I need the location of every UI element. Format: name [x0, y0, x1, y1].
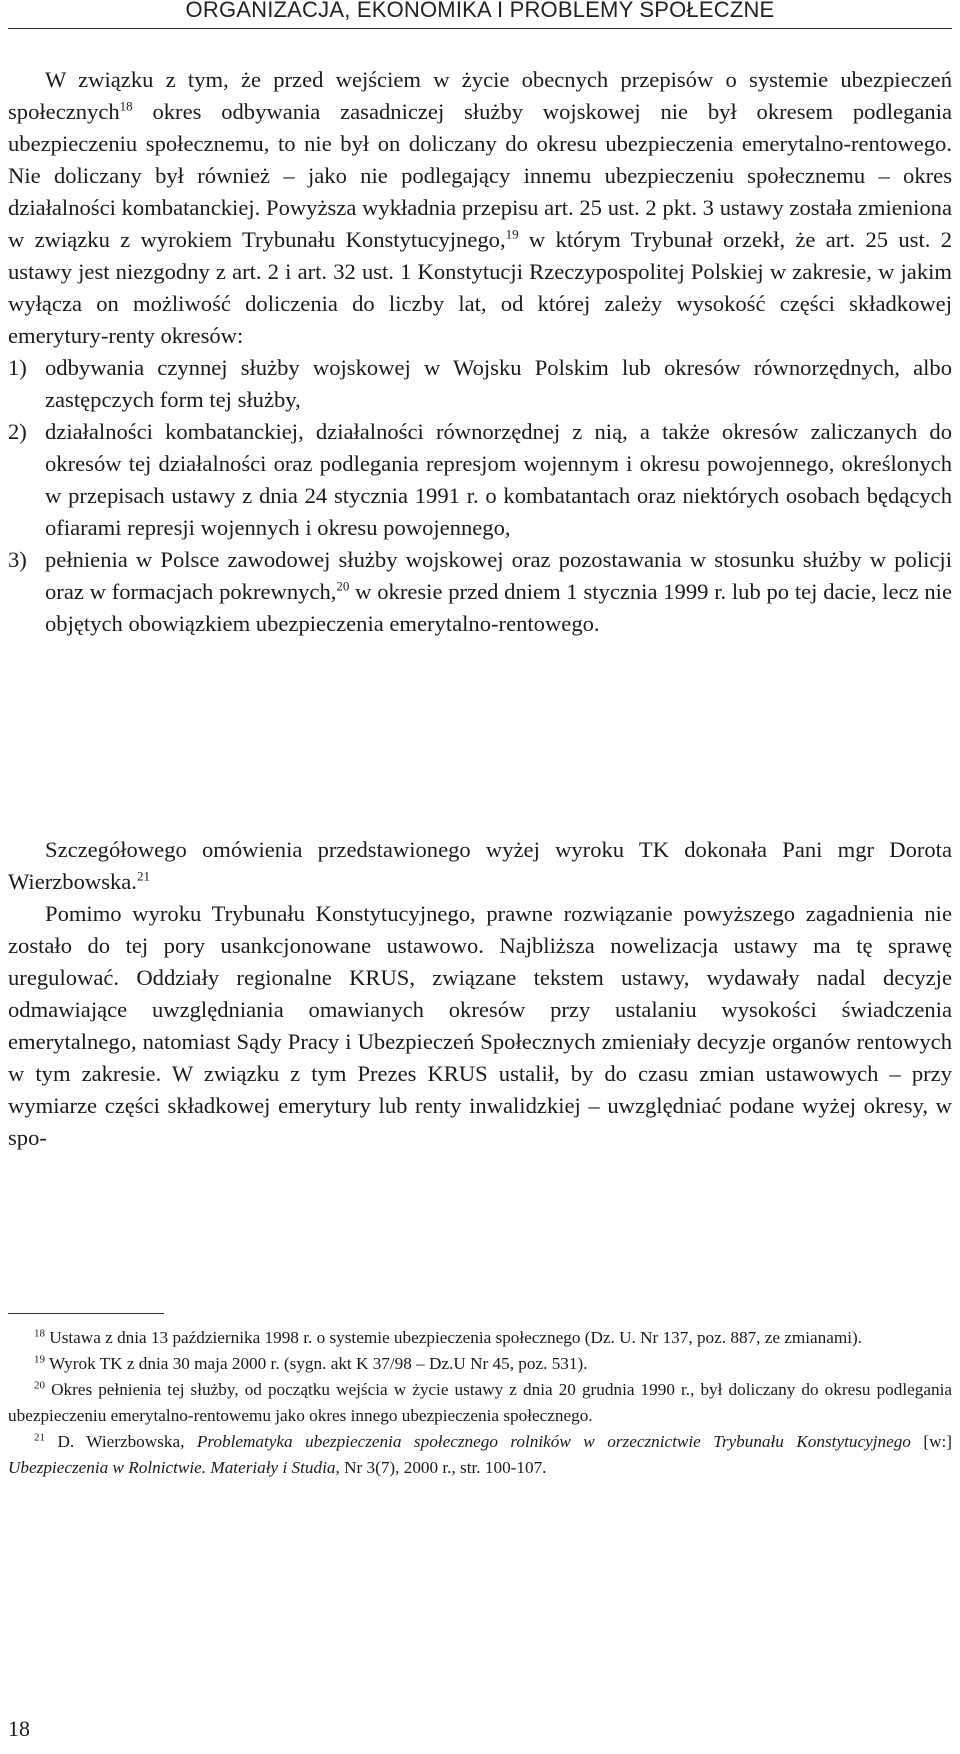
footnote-ref-18: 18: [119, 98, 133, 114]
footnote-ref-19: 19: [505, 226, 519, 242]
footnote-19: $^{19}$ Wyrok TK z dnia 30 maja 2000 r. (sygn. akt K 37/98 – Dz.U Nr 45, poz. 531).: [34, 1353, 588, 1373]
footnote-ref-21: 21: [136, 868, 150, 884]
paragraph-2: Szczegółowego omówienia przedstawionego wyżej wyroku TK dokonała Pani mgr Dorota Wierzbowska.$^{21}$: [8, 837, 952, 894]
paragraph-3: Pomimo wyroku Trybunału Konstytucyjnego, prawne rozwiązanie powyższego zagadnienia nie zostało do tej pory usankcjonowane ustawowo. Najbliższa nowelizacja ustawy ma tę sprawę uregulować. Oddziały regionalne KRUS, związane tekstem ustawy, wydawały nadal decyzje odmawiające uwzględniania omawianych okresów przy ustalaniu wysokości świadczenia emerytalnego, natomiast Sądy Pracy i Ubezpieczeń Społecznych zmieniały decyzje organów rentowych w tym zakresie. W związku z tym Prezes KRUS ustalił, by do czasu zmian ustawowych – przy wymiarze części składkowej emerytury lub renty inwalidzkiej – uwzględniać podane wyżej okresy, w spo-: [8, 901, 952, 1150]
list-item: [8, 352, 952, 416]
main-text-continued: [8, 834, 952, 1154]
footnote-18: $^{18}$ Ustawa z dnia 13 października 1998 r. o systemie ubezpieczenia społecznego (Dz. U. Nr 137, poz. 887, ze zmianami).: [34, 1327, 863, 1347]
running-header: ORGANIZACJA, EKONOMIKA I PROBLEMY SPOŁECZNE: [8, 0, 952, 29]
list-item: [8, 416, 952, 544]
paragraph-1: W związku z tym, że przed wejściem w życie obecnych przepisów o systemie ubezpieczeń społecznych$^{18}$ okres odbywania zasadniczej służby wojskowej nie był okresem podlegania ubezpieczeniu społecznemu, to nie był on doliczany do okresu ubezpieczenia emerytalno-rentowego. Nie doliczany był również – jako nie podlegający innemu ubezpieczeniu społecznemu – okres działalności kombatanckiej. Powyższa wykładnia przepisu art. 25 ust. 2 pkt. 3 ustawy została zmieniona w związku z wyrokiem Trybunału Konstytucyjnego,$^{19}$ w którym Trybunał orzekł, że art. 25 ust. 2 ustawy jest niezgodny z art. 2 i art. 32 ust. 1 Konstytucji Rzeczypospolitej Polskiej w zakresie, w jakim wyłącza on możliwość doliczenia do liczby lat, od której zależy wysokość części składkowej emerytury-renty okresów:: [8, 67, 952, 348]
footnote-separator: [8, 1313, 164, 1314]
enumerated-list: [8, 352, 952, 640]
list-item-number: 3): [8, 547, 27, 572]
footnote-ref-20: 20: [336, 578, 350, 594]
list-item-text: odbywania czynnej służby wojskowej w Wojsku Polskim lub okresów równorzędnych, albo zastępczych form tej służby,: [45, 355, 952, 412]
page-number: 18: [8, 1716, 30, 1741]
main-text: [8, 64, 952, 640]
footnote-21: $^{21}$ D. Wierzbowska, Problematyka ubezpieczenia społecznego rolników w orzecznictwie Trybunału Konstytucyjnego [w:] Ubezpieczenia w Rolnictwie. Materiały i Studia, Nr 3(7), 2000 r., str. 100-107.: [8, 1431, 952, 1477]
list-item-text: działalności kombatanckiej, działalności równorzędnej z nią, a także okresów zaliczanych do okresów tej działalności oraz podlegania represjom wojennym i okresu powojennego, określonych w przepisach ustawy z dnia 24 stycznia 1991 r. o kombatantach oraz niektórych osobach będących ofiarami represji wojennych i okresu powojennego,: [45, 419, 952, 540]
footnote-20: $^{20}$ Okres pełnienia tej służby, od początku wejścia w życie ustawy z dnia 20 grudnia 1990 r., był doliczany do okresu podlegania ubezpieczeniu emerytalno-rentowemu jako okres innego ubezpieczenia społecznego.: [8, 1379, 952, 1425]
list-item: 3) pełnienia w Polsce zawodowej służby wojskowej oraz pozostawania w stosunku służby w policji oraz w formacjach pokrewnych,$^{20}$ w okresie przed dniem 1 stycznia 1999 r. lub po tej dacie, lecz nie objętych obowiązkiem ubezpieczenia emerytalno-rentowego.: [8, 544, 952, 640]
footnotes: [8, 1325, 952, 1481]
list-item-number: 1): [8, 355, 27, 380]
list-item-number: 2): [8, 419, 27, 444]
